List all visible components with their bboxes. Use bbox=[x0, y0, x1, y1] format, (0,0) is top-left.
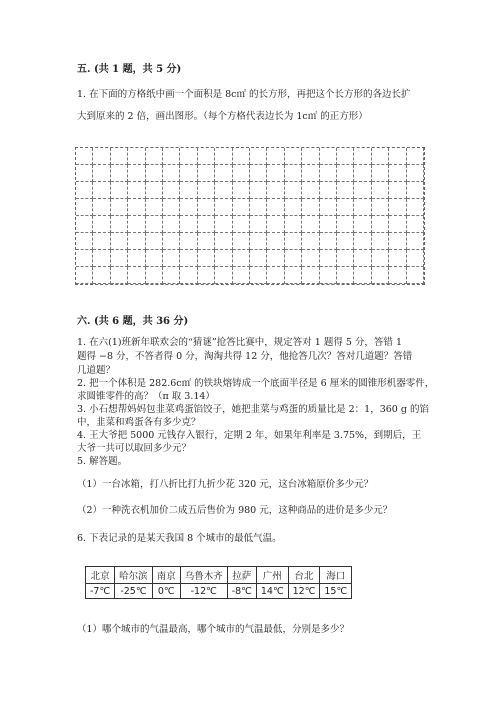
grid-cell bbox=[250, 216, 267, 233]
grid-cell bbox=[180, 199, 197, 216]
grid-cell bbox=[146, 233, 163, 250]
s6-q4-line1: 4. 王大爷把 5000 元钱存入银行，定期 2 年，如果年利率是 3.75%，到期后，王 bbox=[77, 430, 422, 441]
grid-cell bbox=[111, 165, 128, 182]
grid-cell bbox=[111, 199, 128, 216]
city-cell: 北京 bbox=[86, 567, 115, 584]
city-cell: 拉萨 bbox=[227, 567, 256, 584]
grid-cell bbox=[198, 267, 215, 284]
s5-q1-line2: 大到原来的 2 倍，画出图形。（每个方格代表边长为 1c㎡ 的正方形） bbox=[77, 111, 368, 122]
grid-cell bbox=[372, 267, 389, 284]
grid-cell bbox=[111, 233, 128, 250]
grid-cell bbox=[320, 148, 337, 165]
grid-cell bbox=[215, 148, 232, 165]
grid-cell bbox=[407, 199, 424, 216]
grid-cell bbox=[128, 199, 145, 216]
temp-cell: -12℃ bbox=[180, 584, 227, 599]
grid-cell bbox=[76, 182, 93, 199]
grid-cell bbox=[128, 182, 145, 199]
grid-cell bbox=[146, 250, 163, 267]
grid-cell bbox=[302, 250, 319, 267]
grid-cell bbox=[354, 216, 371, 233]
grid-cell bbox=[372, 148, 389, 165]
grid-cell bbox=[407, 148, 424, 165]
grid-cell bbox=[354, 148, 371, 165]
grid-cell bbox=[285, 216, 302, 233]
grid-cell bbox=[93, 148, 110, 165]
temp-cell: -8℃ bbox=[227, 584, 256, 599]
grid-cell bbox=[302, 148, 319, 165]
s6-q6-sub1: （1）哪个城市的气温最高，哪个城市的气温最低，分别是多少？ bbox=[77, 624, 350, 635]
grid-cell bbox=[337, 182, 354, 199]
grid-cell bbox=[389, 250, 406, 267]
grid-cell bbox=[285, 267, 302, 284]
grid-cell bbox=[320, 182, 337, 199]
grid-cell bbox=[407, 182, 424, 199]
grid-cell bbox=[180, 250, 197, 267]
grid-cell bbox=[128, 233, 145, 250]
grid-cell bbox=[198, 182, 215, 199]
s6-q3-line1: 3. 小石想帮妈妈包韭菜鸡蛋馅饺子，她把韭菜与鸡蛋的质量比是 2：1，360 g 的馅 bbox=[77, 404, 429, 415]
grid-cell bbox=[302, 199, 319, 216]
city-cell: 广州 bbox=[256, 567, 288, 584]
grid-cell bbox=[163, 216, 180, 233]
city-cell: 海口 bbox=[320, 567, 352, 584]
s6-q6: 6. 下表记录的是某天我国 8 个城市的最低气温。 bbox=[77, 533, 282, 544]
grid-cell bbox=[76, 148, 93, 165]
grid-cell bbox=[163, 233, 180, 250]
grid-cell bbox=[76, 233, 93, 250]
section-5-heading: 五. (共 1 题，共 5 分) bbox=[77, 64, 182, 75]
grid-cell bbox=[146, 199, 163, 216]
grid-cell bbox=[198, 165, 215, 182]
temp-row bbox=[86, 584, 352, 599]
grid-cell bbox=[372, 216, 389, 233]
grid-cell bbox=[180, 148, 197, 165]
city-cell: 南京 bbox=[152, 567, 180, 584]
grid-cell bbox=[146, 148, 163, 165]
grid-cell bbox=[163, 199, 180, 216]
grid-cell bbox=[163, 250, 180, 267]
grid-cell bbox=[233, 233, 250, 250]
grid-cell bbox=[250, 233, 267, 250]
s6-q1-line2: 题得 −8 分，不答者得 0 分，淘淘共得 12 分，他抢答几次？答对几道题？答错 bbox=[77, 351, 413, 362]
temp-cell: 0℃ bbox=[152, 584, 180, 599]
grid-cell bbox=[389, 182, 406, 199]
grid-cell bbox=[302, 182, 319, 199]
grid-cell bbox=[320, 233, 337, 250]
grid-cell bbox=[93, 216, 110, 233]
s6-q5-sub2: （2）一种洗衣机加价二成五后售价为 980 元，这种商品的进价是多少元？ bbox=[77, 505, 393, 516]
temp-cell: -25℃ bbox=[115, 584, 153, 599]
grid-cell bbox=[233, 165, 250, 182]
grid-cell bbox=[146, 165, 163, 182]
grid-cell bbox=[180, 216, 197, 233]
grid-cell bbox=[302, 216, 319, 233]
grid-cell bbox=[233, 267, 250, 284]
grid-cell bbox=[215, 233, 232, 250]
city-cell: 台北 bbox=[288, 567, 320, 584]
grid-cell bbox=[285, 233, 302, 250]
grid-cell bbox=[146, 267, 163, 284]
grid-cell bbox=[372, 199, 389, 216]
grid-cell bbox=[250, 182, 267, 199]
grid-cell bbox=[337, 233, 354, 250]
grid-cell bbox=[337, 250, 354, 267]
grid-cell bbox=[215, 165, 232, 182]
s6-q1-line1: 1. 在六(1)班新年联欢会的“猜谜”抢答比赛中，规定答对 1 题得 5 分，答错 1 bbox=[77, 337, 402, 348]
square-grid-paper bbox=[75, 147, 425, 285]
grid-cell bbox=[407, 216, 424, 233]
grid-cell bbox=[180, 182, 197, 199]
grid-cell bbox=[337, 199, 354, 216]
s6-q3-line2: 中，韭菜和鸡蛋各有多少克？ bbox=[77, 417, 201, 428]
grid-cell bbox=[93, 182, 110, 199]
grid-cell bbox=[111, 250, 128, 267]
grid-cell bbox=[354, 199, 371, 216]
grid-cell bbox=[267, 233, 284, 250]
grid-cell bbox=[215, 250, 232, 267]
grid-cell bbox=[354, 250, 371, 267]
temp-cell: 14℃ bbox=[256, 584, 288, 599]
grid-cell bbox=[215, 199, 232, 216]
grid-cell bbox=[389, 148, 406, 165]
grid-cell bbox=[389, 267, 406, 284]
s6-q2-line1: 2. 把一个体积是 282.6c㎡ 的铁块熔铸成一个底面半径是 6 厘米的圆锥形机器零件， bbox=[77, 378, 435, 389]
grid-cell bbox=[354, 182, 371, 199]
grid-cell bbox=[76, 250, 93, 267]
grid-cell bbox=[215, 267, 232, 284]
temperature-table bbox=[85, 566, 352, 599]
grid-cell bbox=[128, 267, 145, 284]
grid-cell bbox=[250, 267, 267, 284]
grid-cell bbox=[250, 199, 267, 216]
grid-cell bbox=[180, 233, 197, 250]
grid-cell bbox=[372, 233, 389, 250]
grid-cell bbox=[93, 267, 110, 284]
grid-cell bbox=[111, 182, 128, 199]
grid-cell bbox=[337, 216, 354, 233]
grid-cell bbox=[111, 216, 128, 233]
grid-cell bbox=[407, 233, 424, 250]
s6-q2-line2: 求圆锥零件的高？（π 取 3.14） bbox=[77, 391, 215, 402]
section-6-heading: 六. (共 6 题，共 36 分) bbox=[77, 316, 189, 327]
grid-cell bbox=[233, 199, 250, 216]
city-row bbox=[86, 567, 352, 584]
grid-cell bbox=[198, 216, 215, 233]
grid-cell bbox=[337, 267, 354, 284]
grid-cell bbox=[215, 182, 232, 199]
grid-cell bbox=[233, 182, 250, 199]
grid-cell bbox=[302, 165, 319, 182]
grid-cell bbox=[372, 165, 389, 182]
grid-cell bbox=[320, 165, 337, 182]
grid-cell bbox=[76, 165, 93, 182]
grid-cell bbox=[128, 148, 145, 165]
grid-cell bbox=[337, 148, 354, 165]
grid-cell bbox=[198, 233, 215, 250]
temp-cell: 15℃ bbox=[320, 584, 352, 599]
city-cell: 乌鲁木齐 bbox=[180, 567, 227, 584]
grid-cell bbox=[163, 182, 180, 199]
grid-cell bbox=[285, 165, 302, 182]
grid-cell bbox=[163, 267, 180, 284]
grid-cell bbox=[320, 199, 337, 216]
grid-cell bbox=[163, 165, 180, 182]
grid-cell bbox=[180, 267, 197, 284]
grid-cell bbox=[233, 148, 250, 165]
grid-cell bbox=[267, 250, 284, 267]
grid-cell bbox=[389, 165, 406, 182]
grid-cell bbox=[267, 182, 284, 199]
grid-cell bbox=[93, 233, 110, 250]
grid-cell bbox=[320, 216, 337, 233]
grid-cell bbox=[302, 267, 319, 284]
grid-cell bbox=[320, 267, 337, 284]
grid-cell bbox=[354, 165, 371, 182]
grid-cell bbox=[163, 148, 180, 165]
grid-cell bbox=[267, 216, 284, 233]
grid-cell bbox=[407, 165, 424, 182]
grid-cell bbox=[285, 250, 302, 267]
grid-cell bbox=[267, 148, 284, 165]
grid-cell bbox=[267, 267, 284, 284]
grid-cell bbox=[180, 165, 197, 182]
temp-cell: -7℃ bbox=[86, 584, 115, 599]
grid-cell bbox=[111, 148, 128, 165]
grid-cell bbox=[198, 199, 215, 216]
grid-cell bbox=[389, 199, 406, 216]
grid-cell bbox=[250, 148, 267, 165]
grid-cell bbox=[285, 199, 302, 216]
s6-q4-line2: 大爷一共可以取回多少元？ bbox=[77, 443, 192, 454]
grid-cell bbox=[354, 267, 371, 284]
grid-cell bbox=[93, 250, 110, 267]
grid-cell bbox=[233, 250, 250, 267]
grid-cell bbox=[250, 165, 267, 182]
grid-cell bbox=[389, 216, 406, 233]
grid-cell bbox=[372, 182, 389, 199]
grid-cell bbox=[215, 216, 232, 233]
grid-cell bbox=[267, 199, 284, 216]
grid-cell bbox=[198, 250, 215, 267]
grid-cell bbox=[389, 233, 406, 250]
temp-cell: 12℃ bbox=[288, 584, 320, 599]
s6-q1-line3: 几道题？ bbox=[77, 365, 116, 376]
grid-cell bbox=[198, 148, 215, 165]
grid-cell bbox=[146, 216, 163, 233]
grid-cell bbox=[407, 267, 424, 284]
grid-cell bbox=[372, 250, 389, 267]
grid-cell bbox=[93, 165, 110, 182]
grid-cell bbox=[128, 165, 145, 182]
grid-cell bbox=[128, 216, 145, 233]
grid-cell bbox=[250, 250, 267, 267]
grid-cell bbox=[111, 267, 128, 284]
grid-cell bbox=[128, 250, 145, 267]
grid-cell bbox=[76, 267, 93, 284]
grid-cell bbox=[233, 216, 250, 233]
grid-cell bbox=[337, 165, 354, 182]
grid-cell bbox=[93, 199, 110, 216]
grid-cell bbox=[267, 165, 284, 182]
grid-cell bbox=[354, 233, 371, 250]
s6-q5-sub1: （1）一台冰箱，打八折比打九折少花 320 元，这台冰箱原价多少元？ bbox=[77, 479, 374, 490]
grid-cell bbox=[76, 216, 93, 233]
city-cell: 哈尔滨 bbox=[115, 567, 153, 584]
grid-cell bbox=[76, 199, 93, 216]
grid-cell bbox=[285, 148, 302, 165]
s6-q5: 5. 解答题。 bbox=[77, 456, 128, 467]
grid-cell bbox=[320, 250, 337, 267]
s5-q1-line1: 1. 在下面的方格纸中画一个面积是 8c㎡ 的长方形，再把这个长方形的各边长扩 bbox=[77, 89, 411, 100]
grid-cell bbox=[407, 250, 424, 267]
grid-cell bbox=[146, 182, 163, 199]
grid-cell bbox=[285, 182, 302, 199]
grid-cell bbox=[302, 233, 319, 250]
